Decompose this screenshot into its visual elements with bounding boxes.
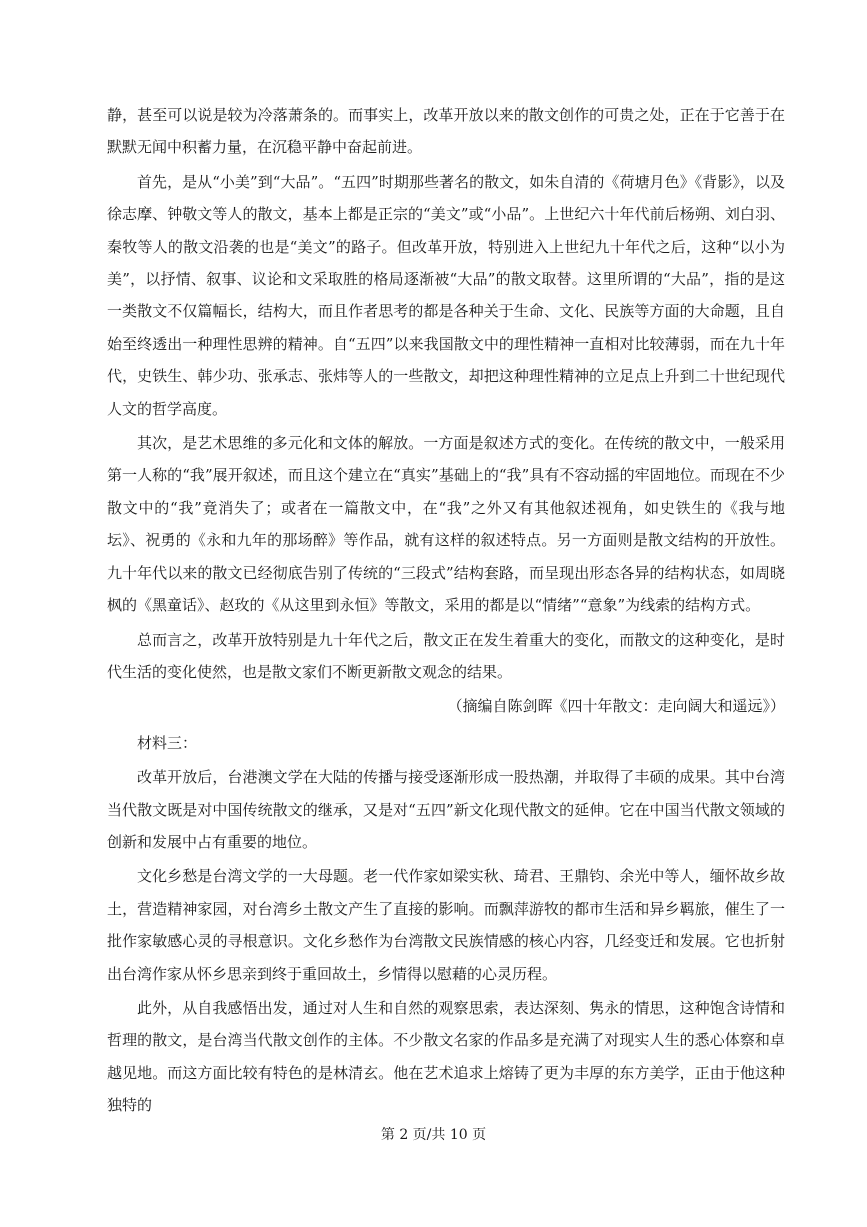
material-three-paragraph: 此外，从自我感悟出发，通过对人生和自然的观察思索，表达深刻、隽永的情思，这种饱含诗情和哲理的散文，是台湾当代散文创作的主体。不少散文名家的作品多是充满了对现实人生的悉心体察和卓越见地。而这方面比较有特色的是林清玄。他在艺术追求上熔铸了更为丰厚的东方美学，正由于他这种独特的 <box>107 998 785 1115</box>
paragraph-conclusion: 总而言之，改革开放特别是九十年代之后，散文正在发生着重大的变化，而散文的这种变化，是时代生活的变化使然，也是散文家们不断更新散文观念的结果。 <box>107 630 785 681</box>
paragraph-first-point: 首先，是从“小美”到“大品”。“五四”时期那些著名的散文，如朱自清的《荷塘月色》《背影》，以及徐志摩、钟敬文等人的散文，基本上都是正宗的“美文”或“小品”。上世纪六十年代前后杨朔、刘白羽、秦牧等人的散文沿袭的也是“美文”的路子。但改革开放，特别进入上世纪九十年代之后，这种“以小为美”，以抒情、叙事、议论和文采取胜的格局逐渐被“大品”的散文取替。这里所谓的“大品”，指的是这一类散文不仅篇幅长，结构大，而且作者思考的都是各种关于生命、文化、民族等方面的大命题，且自始至终透出一种理性思辨的精神。自“五四”以来我国散文中的理性精神一直相对比较薄弱，而在九十年代，史铁生、韩少功、张承志、张炜等人的一些散文，却把这种理性精神的立足点上升到二十世纪现代人文的哲学高度。 <box>107 172 785 418</box>
paragraph-continuation: 静，甚至可以说是较为冷落萧条的。而事实上，改革开放以来的散文创作的可贵之处，正在于它善于在默默无闻中积蓄力量，在沉稳平静中奋起前进。 <box>107 106 785 157</box>
material-three-label: 材料三： <box>137 733 198 752</box>
source-citation: （摘编自陈剑晖《四十年散文：走向阔大和遥远》） <box>447 697 785 716</box>
material-three-paragraph: 文化乡愁是台湾文学的一大母题。老一代作家如梁实秋、琦君、王鼎钧、余光中等人，缅怀故乡故土，营造精神家园，对台湾乡土散文产生了直接的影响。而飘萍游牧的都市生活和异乡羁旅，催生了一批作家敏感心灵的寻根意识。文化乡愁作为台湾散文民族情感的核心内容，几经变迁和发展。它也折射出台湾作家从怀乡思亲到终于重回故土，乡情得以慰藉的心灵历程。 <box>107 867 785 983</box>
page-number: 第 2 页/共 10 页 <box>380 1127 487 1143</box>
document-body <box>107 99 785 1124</box>
material-three-paragraph: 改革开放后，台港澳文学在大陆的传播与接受逐渐形成一股热潮，并取得了丰硕的成果。其中台湾当代散文既是对中国传统散文的继承，又是对“五四”新文化现代散文的延伸。它在中国当代散文领域的创新和发展中占有重要的地位。 <box>107 768 785 851</box>
paragraph-second-point: 其次，是艺术思维的多元化和文体的解放。一方面是叙述方式的变化。在传统的散文中，一般采用第一人称的“我”展开叙述，而且这个建立在“真实”基础上的“我”具有不容动摇的牢固地位。而现在不少散文中的“我”竟消失了；或者在一篇散文中，在“我”之外又有其他叙述视角，如史铁生的《我与地坛》、祝勇的《永和九年的那场醉》等作品，就有这样的叙述特点。另一方面则是散文结构的开放性。九十年代以来的散文已经彻底告别了传统的“三段式”结构套路，而呈现出形态各异的结构状态，如周晓枫的《黑童话》、赵玫的《从这里到永恒》等散文，采用的都是以“情绪”“意象”为线索的结构方式。 <box>107 434 785 615</box>
